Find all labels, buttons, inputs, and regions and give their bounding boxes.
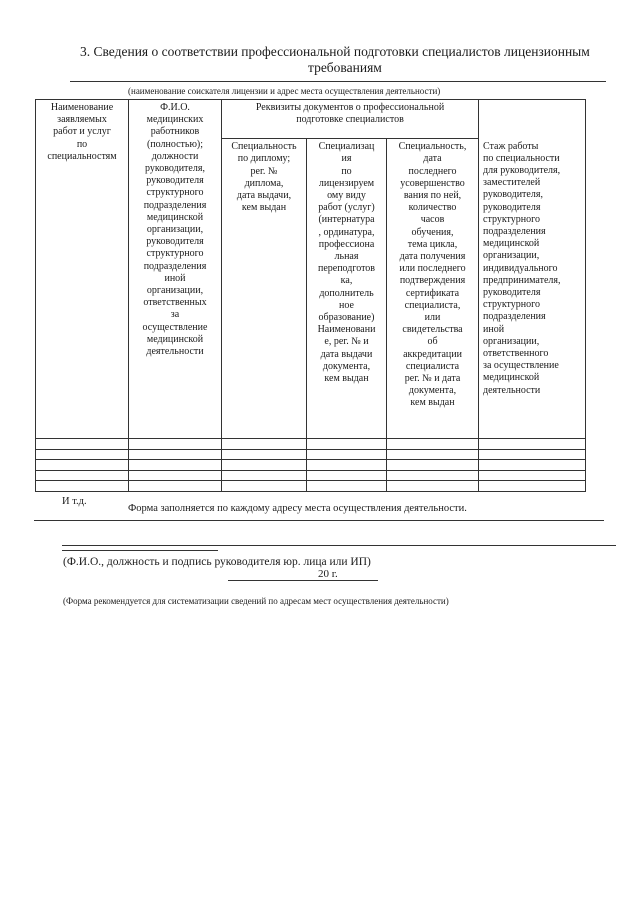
date-label: 20 г. (318, 568, 338, 580)
header-certificate: Специальность, дата последнего усовершенство вания по ней, количество часов обучения, тема цикла, дата получения или последнего подтверждения сертификата специалиста, или свидетельства об аккредитации специалиста рег. № и дата документа, кем выдан (387, 139, 479, 439)
table-row (36, 481, 586, 492)
date-line (228, 580, 378, 581)
header-experience-top (479, 100, 586, 139)
table-row (36, 470, 586, 481)
signature-caption: (Ф.И.О., должность и подпись руководителя юр. лица или ИП) (63, 556, 371, 568)
header-services: Наименование заявляемых работ и услуг по специальностям (36, 100, 129, 439)
recommendation-note: (Форма рекомендуется для систематизации сведений по адресам мест осуществления деятельности) (63, 596, 449, 606)
title-line-2: требованиям (308, 60, 382, 75)
header-documents-group: Реквизиты документов о профессиональной подготовке специалистов (222, 100, 479, 139)
address-line (62, 545, 616, 546)
form-section-title (80, 44, 620, 76)
header-staff-names: Ф.И.О. медицинских работников (полностью); должности руководителя, руководителя структурного подразделения медицинской организации, руководителя структурного подразделения иной организации, ответственных за осуществление медицинской деятельности (129, 100, 222, 439)
table-row (36, 439, 586, 450)
etc-label: И т.д. (62, 496, 87, 507)
applicant-caption: (наименование соискателя лицензии и адрес места осуществления деятельности) (128, 86, 441, 96)
table-row (36, 449, 586, 460)
header-experience: Стаж работы по специальности для руководителя, заместителей руководителя, руководителя структурного подразделения медицинской организации, индивидуального предпринимателя, руководителя структурного подразделения иной организации, ответственного за осуществление медицинской деятельности (479, 139, 586, 439)
signature-short-line (62, 550, 218, 551)
applicant-name-line (70, 81, 606, 82)
qualification-table (35, 99, 586, 492)
table-row (36, 460, 586, 471)
header-diploma: Специальность по диплому; рег. № диплома, дата выдачи, кем выдан (222, 139, 307, 439)
form-note: Форма заполняется по каждому адресу места осуществления деятельности. (128, 503, 467, 514)
title-line-1: 3. Сведения о соответствии профессиональной подготовки специалистов лицензионным (80, 44, 590, 59)
header-specialization: Специализац ия по лицензируем ому виду работ (услуг) (интернатура , ординатура, профессиона льная переподготов ка, дополнитель ное образование) Наименовани е, рег. № и дата выдачи документа, кем выдан (307, 139, 387, 439)
note-underline (34, 520, 604, 521)
